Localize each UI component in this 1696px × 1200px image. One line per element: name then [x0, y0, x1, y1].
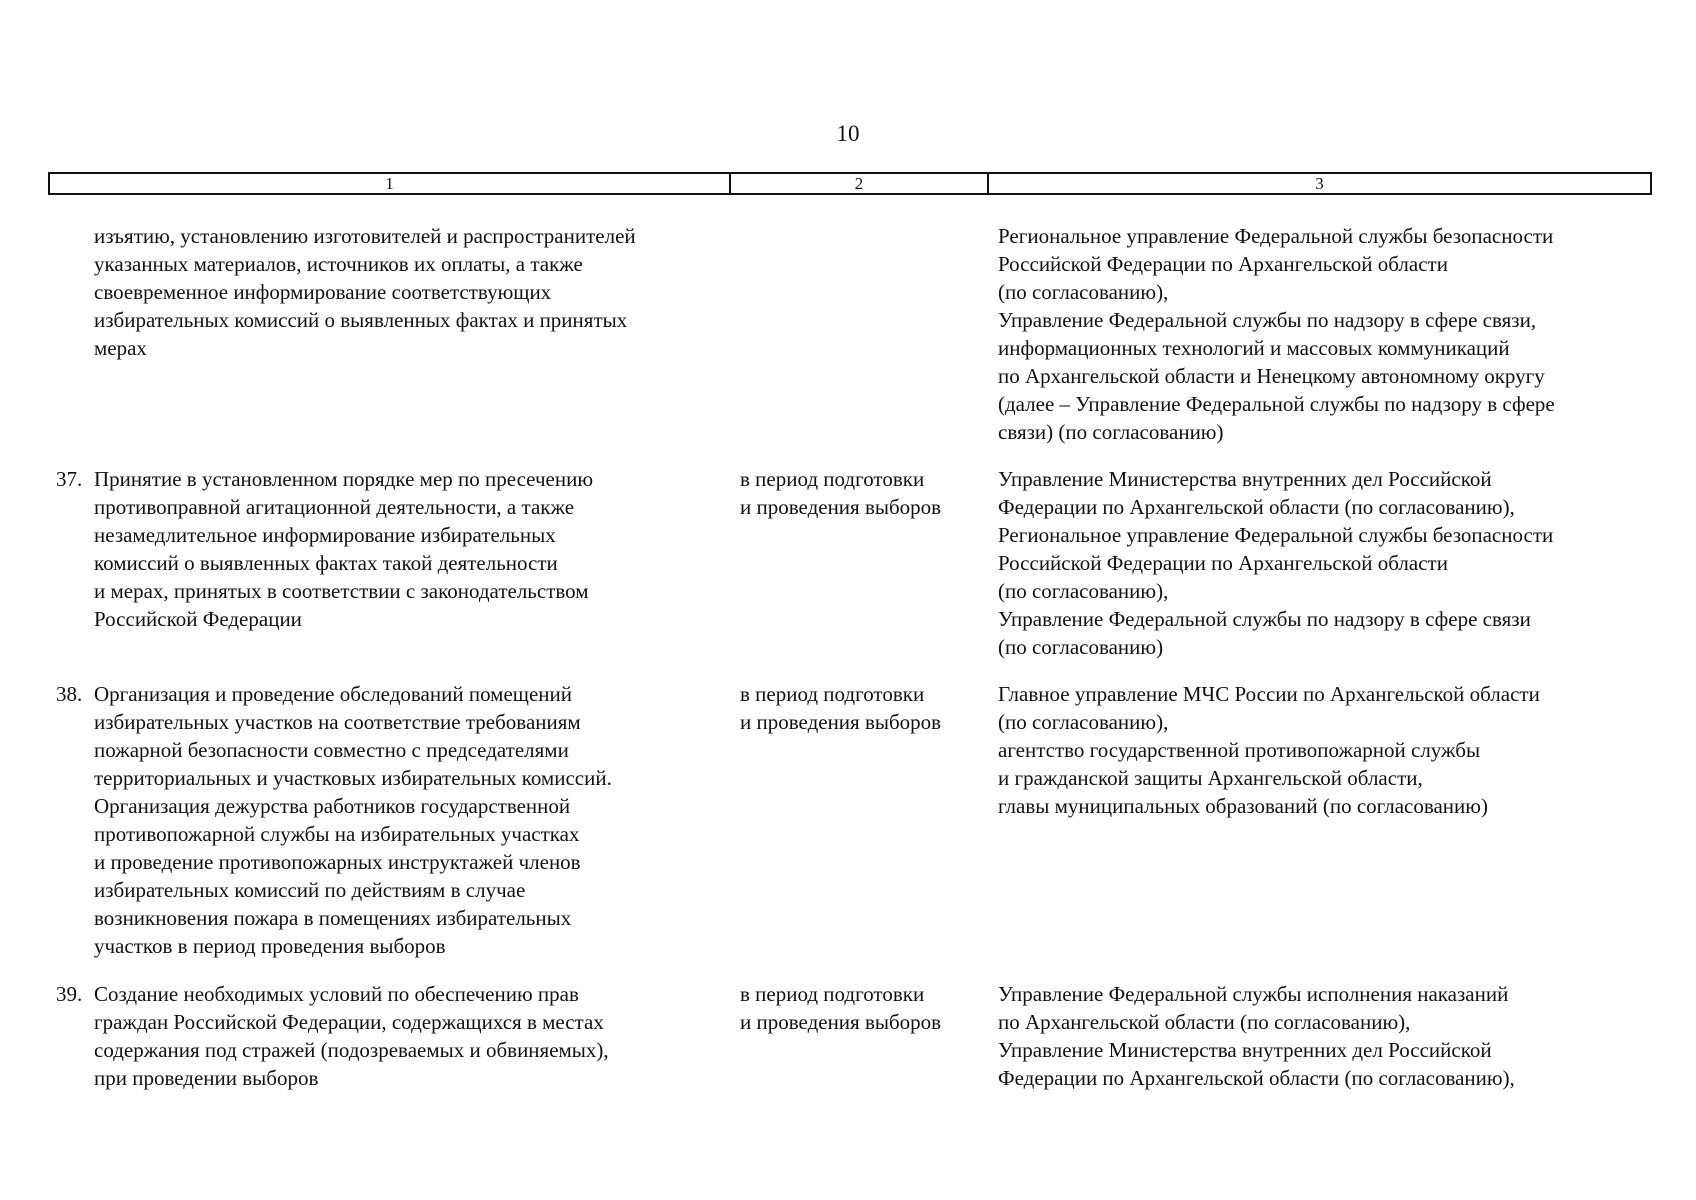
table-row — [0, 680, 1696, 980]
row-number: 38. — [56, 682, 83, 706]
row-number: 37. — [56, 467, 83, 491]
row-number: 39. — [56, 982, 83, 1006]
page-number: 10 — [836, 121, 860, 146]
row-responsible: Региональное управление Федеральной службы безопасности Российской Федерации по Архангельской области (по согласованию), Управление Федеральной службы по надзору в сфере связи, информационных технологий и массовых коммуникаций по Архангельской области и Ненецкому автономному округу (далее – Управление Федеральной службы по надзору в сфере связи) (по согласованию) — [998, 224, 1555, 444]
table-row — [0, 465, 1696, 680]
column-header-3: 3 — [1315, 174, 1324, 193]
row-description: Создание необходимых условий по обеспечению прав граждан Российской Федерации, содержащихся в местах содержания под стражей (подозреваемых и обвиняемых), при проведении выборов — [94, 982, 609, 1090]
column-header-2: 2 — [731, 174, 989, 193]
row-period: в период подготовки и проведения выборов — [740, 682, 942, 734]
row-responsible: Управление Министерства внутренних дел Российской Федерации по Архангельской области (по согласованию), Региональное управление Федеральной службы безопасности Российской Федерации по Архангельской области (по согласованию), Управление Федеральной службы по надзору в сфере связи (по согласованию) — [998, 467, 1554, 659]
row-period: в период подготовки и проведения выборов — [740, 982, 942, 1034]
row-responsible: Управление Федеральной службы исполнения наказаний по Архангельской области (по согласованию), Управление Министерства внутренних дел Российской Федерации по Архангельской области (по согласованию), — [998, 982, 1515, 1090]
row-responsible: Главное управление МЧС России по Архангельской области (по согласованию), агентство государственной противопожарной службы и гражданской защиты Архангельской области, главы муниципальных образований (по согласованию) — [998, 682, 1540, 818]
table-row — [0, 980, 1696, 1110]
row-description: изъятию, установлению изготовителей и распространителей указанных материалов, источников их оплаты, а также своевременное информирование соответствующих избирательных комиссий о выявленных фактах и принятых мерах — [94, 224, 636, 360]
table-header-row — [48, 172, 1652, 195]
column-header-1: 1 — [50, 174, 731, 193]
table-row — [0, 222, 1696, 465]
row-period: в период подготовки и проведения выборов — [740, 467, 942, 519]
table-body — [0, 222, 1696, 1110]
row-description: Организация и проведение обследований помещений избирательных участков на соответствие требованиям пожарной безопасности совместно с председателями территориальных и участковых избирательных комиссий. Организация дежурства работников государственной противопожарной службы на избирательных участках и проведение противопожарных инструктажей членов избирательных комиссий по действиям в случае возникновения пожара в помещениях избирательных участков в период проведения выборов — [94, 682, 612, 958]
row-description: Принятие в установленном порядке мер по пресечению противоправной агитационной деятельности, а также незамедлительное информирование избирательных комиссий о выявленных фактах такой деятельности и мерах, принятых в соответствии с законодательством Российской Федерации — [94, 467, 594, 631]
